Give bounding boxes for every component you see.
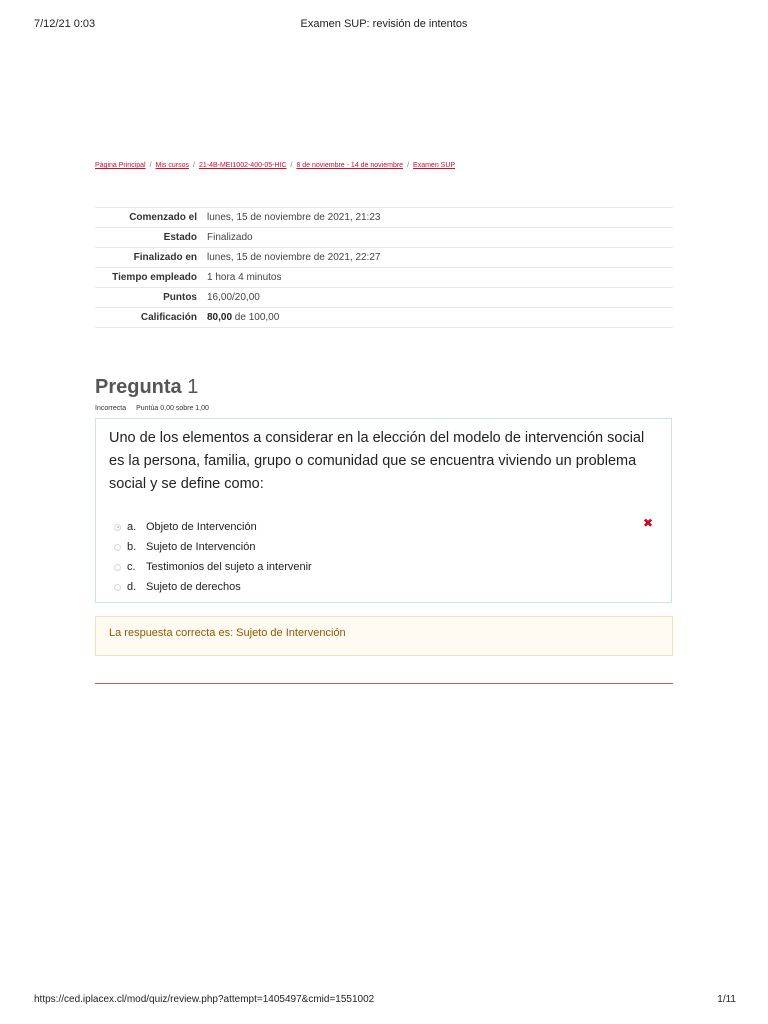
answer-option-c[interactable]: [114, 557, 312, 577]
breadcrumb-week[interactable]: 8 de noviembre - 14 de noviembre: [296, 162, 404, 169]
summary-value: lunes, 15 de noviembre de 2021, 22:27: [202, 248, 673, 268]
answer-option-b[interactable]: [114, 537, 312, 557]
breadcrumb-separator: /: [290, 162, 293, 169]
breadcrumb-course[interactable]: 21-4B-MEI1002-400-05-HIC: [198, 162, 287, 169]
question-title: [95, 376, 198, 399]
answer-list: [114, 517, 312, 597]
breadcrumb-home[interactable]: Página Principal: [95, 162, 146, 169]
grade-out-of: de 100,00: [232, 312, 280, 323]
radio-button[interactable]: [114, 584, 121, 591]
answer-text: Sujeto de Intervención: [146, 541, 256, 553]
breadcrumb-my-courses[interactable]: Mis cursos: [155, 162, 189, 169]
summary-label: Estado: [95, 228, 202, 248]
attempt-summary-table: [95, 207, 673, 328]
incorrect-x-icon: ✖: [643, 516, 654, 530]
answer-letter: b.: [127, 541, 137, 553]
question-text: Uno de los elementos a considerar en la elección del modelo de intervención social es la persona, familia, grupo o comunidad que se encuentra viviendo un problema social y se define como:: [109, 430, 645, 492]
summary-label: Tiempo empleado: [95, 268, 202, 288]
answer-letter: c.: [127, 561, 136, 573]
print-date: 7/12/21 0:03: [34, 18, 96, 30]
divider: [95, 683, 673, 684]
answer-text: Objeto de Intervención: [146, 521, 257, 533]
question-title-word: Pregunta: [95, 376, 182, 398]
summary-value: lunes, 15 de noviembre de 2021, 21:23: [202, 208, 673, 228]
breadcrumb-separator: /: [407, 162, 410, 169]
summary-row-finished: [95, 248, 673, 268]
breadcrumb-separator: /: [149, 162, 152, 169]
summary-value: 16,00/20,00: [202, 288, 673, 308]
summary-label: Puntos: [95, 288, 202, 308]
grade-value: 80,00: [207, 312, 233, 323]
answer-option-a[interactable]: [114, 517, 312, 537]
question-info: [95, 405, 209, 412]
answer-letter: a.: [127, 521, 137, 533]
answer-letter: d.: [127, 581, 137, 593]
question-status: Incorrecta: [95, 405, 127, 412]
radio-button-selected[interactable]: [114, 524, 121, 531]
answer-text: Testimonios del sujeto a intervenir: [146, 561, 312, 573]
answer-option-d[interactable]: [114, 577, 312, 597]
answer-text: Sujeto de derechos: [146, 581, 241, 593]
question-number: 1: [187, 376, 199, 398]
summary-row-state: [95, 228, 673, 248]
summary-label: Finalizado en: [95, 248, 202, 268]
print-url: https://ced.iplacex.cl/mod/quiz/review.php?attempt=1405497&cmid=1551002: [34, 994, 375, 1005]
print-title: Examen SUP: revisión de intentos: [300, 18, 468, 30]
summary-row-started: [95, 208, 673, 228]
breadcrumb: [95, 162, 455, 169]
radio-button[interactable]: [114, 564, 121, 571]
breadcrumb-separator: /: [193, 162, 195, 169]
radio-button[interactable]: [114, 544, 121, 551]
question-content: [95, 418, 672, 603]
correct-answer-feedback: La respuesta correcta es: Sujeto de Intervención: [95, 616, 673, 656]
summary-value: 1 hora 4 minutos: [202, 268, 673, 288]
summary-row-grade: [95, 308, 673, 328]
summary-row-marks: [95, 288, 673, 308]
summary-value: [202, 308, 673, 328]
summary-value: Finalizado: [202, 228, 673, 248]
summary-row-time-taken: [95, 268, 673, 288]
question-grade: Puntúa 0,00 sobre 1,00: [136, 405, 209, 412]
summary-label: Calificación: [95, 308, 202, 328]
breadcrumb-exam[interactable]: Examen SUP: [413, 162, 456, 169]
print-page-number: 1/11: [717, 994, 736, 1005]
summary-label: Comenzado el: [95, 208, 202, 228]
